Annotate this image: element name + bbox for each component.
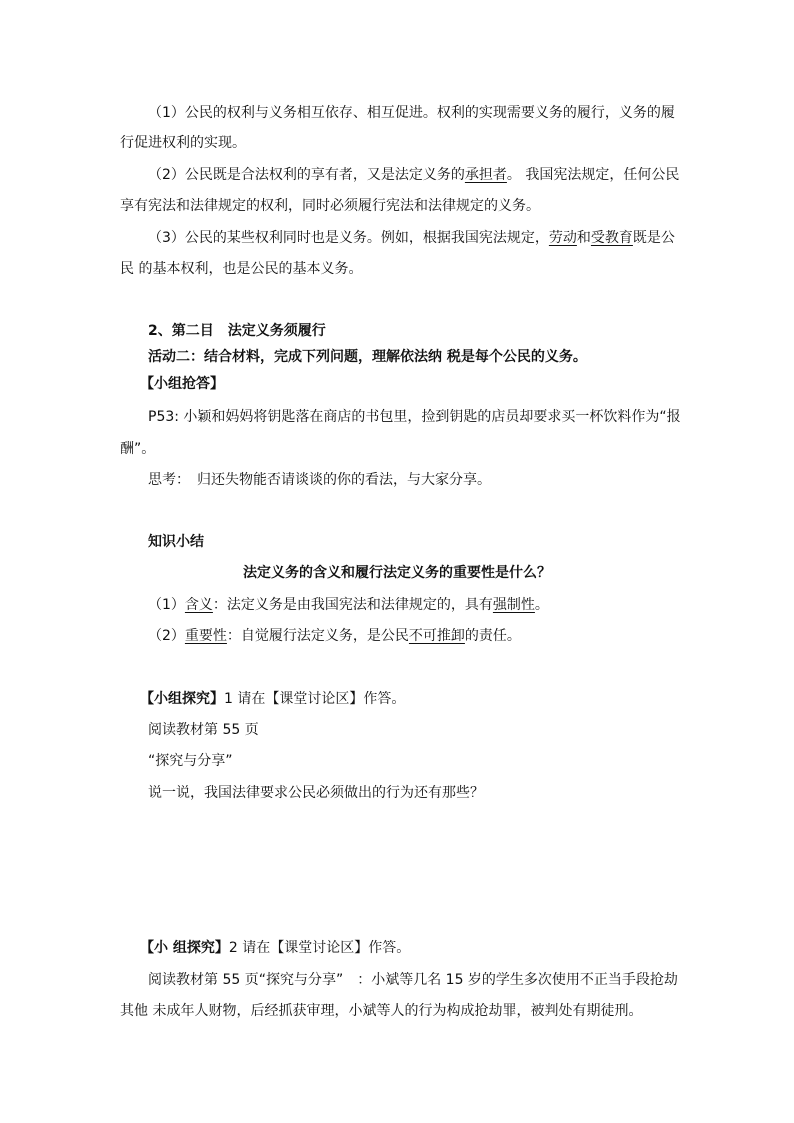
- underlined-term: 强制性: [492, 597, 535, 613]
- explore-2-heading: 【小 组探究】2 请在【课堂讨论区】作答。: [140, 940, 411, 956]
- underlined-term: 劳动: [548, 230, 577, 246]
- explore-1-question: 说一说，我国法律要求公民必须做出的行为还有那些？: [148, 785, 484, 801]
- para-1-line-1: （1）公民的权利与义务相互依存、相互促进。权利的实现需要义务的履行，义务的履: [148, 105, 675, 121]
- explore-1-title: “探究与分享”: [148, 753, 233, 769]
- para-3-line-1: （3）公民的某些权利同时也是义务。例如，根据我国宪法规定，劳动和受教育既是公: [148, 230, 675, 246]
- underlined-term: 含义: [184, 597, 213, 613]
- explore-1-heading: 【小组探究】1 请在【课堂讨论区】作答。: [140, 691, 406, 707]
- para-1-line-2: 行促进权利的实现。: [120, 135, 246, 151]
- para-2-line-2: 享有宪法和法律规定的权利，同时必须履行宪法和法律规定的义务。: [120, 198, 540, 214]
- group-answer-tag: 【小组抢答】: [140, 376, 224, 392]
- section-heading: 2、第二目 法定义务须履行: [148, 323, 326, 339]
- underlined-term: 受教育: [590, 230, 633, 246]
- para-2-line-1: （2）公民既是合法权利的享有者，又是法定义务的承担者。 我国宪法规定，任何公民: [148, 167, 680, 183]
- underlined-term: 重要性: [184, 628, 227, 644]
- activity-heading: 活动二：结合材料，完成下列问题，理解依法纳 税是每个公民的义务。: [148, 349, 587, 365]
- case-line-1: P53: 小颖和妈妈将钥匙落在商店的书包里，捡到钥匙的店员却要求买一杯饮料作为“报: [148, 409, 681, 425]
- para-3-line-2: 民 的基本权利，也是公民的基本义务。: [120, 261, 363, 277]
- case-line-2: 酬”。: [120, 441, 156, 457]
- underlined-term: 不可推卸: [408, 628, 465, 644]
- explore-1-read: 阅读教材第 55 页: [148, 722, 259, 738]
- explore-2-line-2: 其他 未成年人财物，后经抓获审理，小斌等人的行为构成抢劫罪，被判处有期徒刑。: [120, 1003, 643, 1019]
- summary-item-2: （2）重要性：自觉履行法定义务，是公民不可推卸的责任。: [148, 628, 521, 644]
- underlined-term: 承担者: [464, 167, 507, 183]
- summary-item-1: （1）含义：法定义务是由我国宪法和法律规定的，具有强制性。: [148, 597, 549, 613]
- summary-question: 法定义务的含义和履行法定义务的重要性是什么？: [243, 565, 551, 581]
- summary-heading: 知识小结: [148, 534, 204, 550]
- think-prompt: 思考： 归还失物能否请谈谈的你的看法，与大家分享。: [148, 472, 491, 488]
- explore-2-line-1: 阅读教材第 55 页“探究与分享” ：小斌等几名 15 岁的学生多次使用不正当手段抢劫: [148, 972, 678, 988]
